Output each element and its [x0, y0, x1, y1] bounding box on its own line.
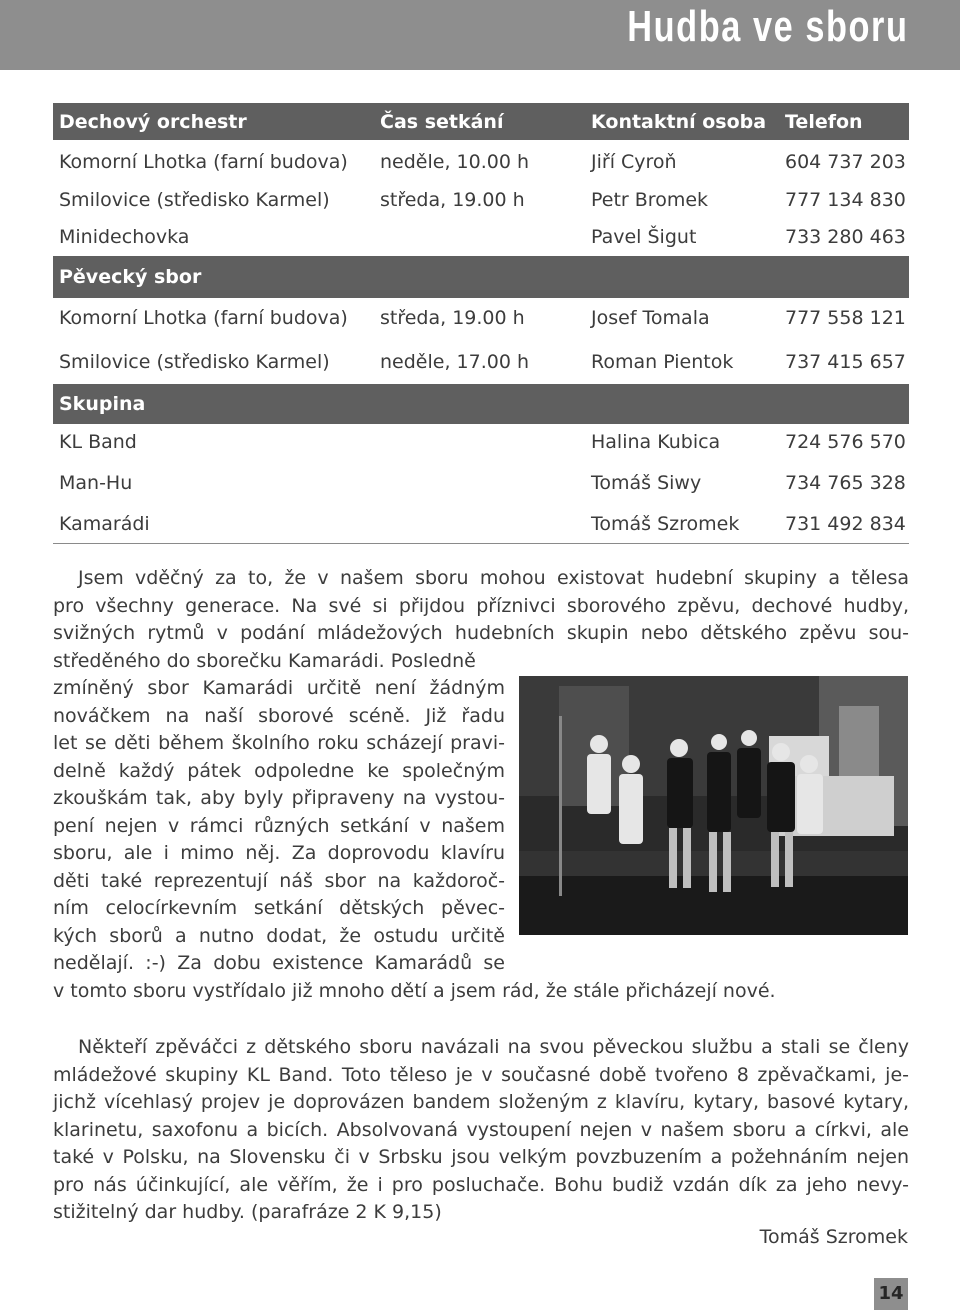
header-bar — [0, 0, 960, 70]
text-line: jichž vícehlasý projev je doprovázen bandem složeným z klavíru, kytary, basové kytary, — [53, 1091, 909, 1113]
page-number: 14 — [874, 1278, 908, 1310]
children-choir-photo-illustration — [519, 676, 908, 935]
table-cell: Halina Kubica — [591, 431, 721, 453]
article-paragraph-2 — [53, 1034, 909, 1227]
text-line: nedělají. :-) Za dobu existence Kamarádů se — [53, 952, 505, 974]
table-cell: KL Band — [59, 431, 137, 453]
table-header-row — [53, 103, 909, 140]
text-line: mládežové skupiny KL Band. Toto těleso je v současné době tvořeno 8 zpěvačkami, je- — [53, 1063, 909, 1086]
text-line: v tomto sboru vystřídalo již mnoho dětí a jsem rád, že stále přicházejí nové. — [53, 979, 776, 1002]
table-header-cell: Čas setkání — [380, 111, 504, 133]
table-cell: Komorní Lhotka (farní budova) — [59, 151, 348, 173]
table-cell: Tomáš Szromek — [591, 513, 740, 535]
text-line: delně každý pátek odpoledne ke společným — [53, 759, 505, 782]
table-header-cell: Telefon — [785, 111, 863, 133]
table-row — [53, 187, 909, 213]
text-line: středěného do sborečku Kamarádi. Posledně — [53, 649, 476, 672]
table-row — [53, 429, 909, 455]
table-cell: středa, 19.00 h — [380, 307, 525, 329]
page-title: Hudba ve sboru — [626, 2, 908, 51]
table-cell: Josef Tomala — [591, 307, 710, 329]
table-cell: Smilovice (středisko Karmel) — [59, 351, 330, 373]
table-cell: Jiří Cyroň — [591, 151, 677, 173]
text-line: děti také reprezentují náš sbor na každoroč- — [53, 869, 505, 892]
table-cell: Minidechovka — [59, 226, 190, 248]
text-line: klarinetu, saxofonu a bicích. Absolvovaná vystoupení nejen v našem sboru a církvi, ale — [53, 1118, 909, 1141]
section-title: Skupina — [59, 393, 146, 415]
table-row — [53, 470, 909, 496]
table-cell: Petr Bromek — [591, 189, 709, 211]
table-row — [53, 224, 909, 250]
table-cell: 724 576 570 — [785, 431, 906, 453]
table-cell: Man-Hu — [59, 472, 133, 494]
table-cell: středa, 19.00 h — [380, 189, 525, 211]
table-cell: 777 134 830 — [785, 189, 906, 211]
table-row — [53, 511, 909, 537]
section-header-group — [53, 384, 909, 424]
section-header-choir — [53, 256, 909, 298]
author-signature: Tomáš Szromek — [759, 1226, 908, 1248]
text-line: Jsem vděčný za to, že v našem sboru mohou existovat hudební skupiny a tělesa — [78, 567, 909, 589]
table-cell: Pavel Šigut — [591, 226, 697, 248]
text-line: nováčkem na naší sborové scéně. Již řadu — [53, 704, 505, 727]
table-header-cell: Dechový orchestr — [59, 111, 247, 133]
text-line: zmíněný sbor Kamarádi určitě není žádným — [53, 677, 505, 699]
table-cell: 777 558 121 — [785, 307, 906, 329]
table-cell: Komorní Lhotka (farní budova) — [59, 307, 348, 329]
table-row — [53, 349, 909, 375]
table-cell: 733 280 463 — [785, 226, 906, 248]
table-cell: 737 415 657 — [785, 351, 906, 373]
table-cell: 734 765 328 — [785, 472, 906, 494]
table-cell: neděle, 17.00 h — [380, 351, 530, 373]
table-cell: Tomáš Siwy — [591, 472, 702, 494]
text-line: pro nás účinkující, ale věřím, že i pro posluchače. Bohu budiž vzdán dík za jeho nevy- — [53, 1173, 909, 1196]
table-cell: Kamarádi — [59, 513, 150, 535]
text-line: let se děti během školního roku scházejí pravi- — [53, 732, 505, 754]
table-bottom-rule — [53, 543, 909, 544]
table-cell: 604 737 203 — [785, 151, 906, 173]
text-line: pení nejen v rámci různých setkání v našem — [53, 814, 505, 837]
text-line: Někteří zpěváčci z dětského sboru navázali na svou pěveckou službu a stali se členy — [78, 1036, 909, 1058]
text-line: zkouškám tak, aby byly připraveny na vystou- — [53, 787, 505, 809]
table-cell: Smilovice (středisko Karmel) — [59, 189, 330, 211]
table-header-cell: Kontaktní osoba — [591, 111, 767, 133]
table-row — [53, 305, 909, 331]
table-cell: 731 492 834 — [785, 513, 906, 535]
table-row — [53, 149, 909, 175]
section-title: Pěvecký sbor — [59, 266, 202, 288]
text-line: také v Polsku, na Slovensku či v Srbsku jsou velkým povzbuzením a požehnáním nejen — [53, 1146, 909, 1168]
text-line: stižitelný dar hudby. (parafráze 2 K 9,15) — [53, 1201, 442, 1223]
choir-photo — [519, 676, 908, 935]
text-line: svižných rytmů v podání mládežových hudebních skupin nebo dětského zpěvu sou- — [53, 622, 909, 644]
table-cell: Roman Pientok — [591, 351, 734, 373]
text-line: sboru, ale i mimo něj. Za doprovodu klavíru — [53, 842, 505, 864]
table-cell: neděle, 10.00 h — [380, 151, 530, 173]
text-line: kých sborů a nutno dodat, že ostudu určitě — [53, 924, 505, 947]
text-line: ním celocírkevním setkání dětských pěvec- — [53, 897, 505, 919]
text-line: pro všechny generace. Na své si přijdou příznivci sborového zpěvu, dechové hudby, — [53, 594, 909, 617]
